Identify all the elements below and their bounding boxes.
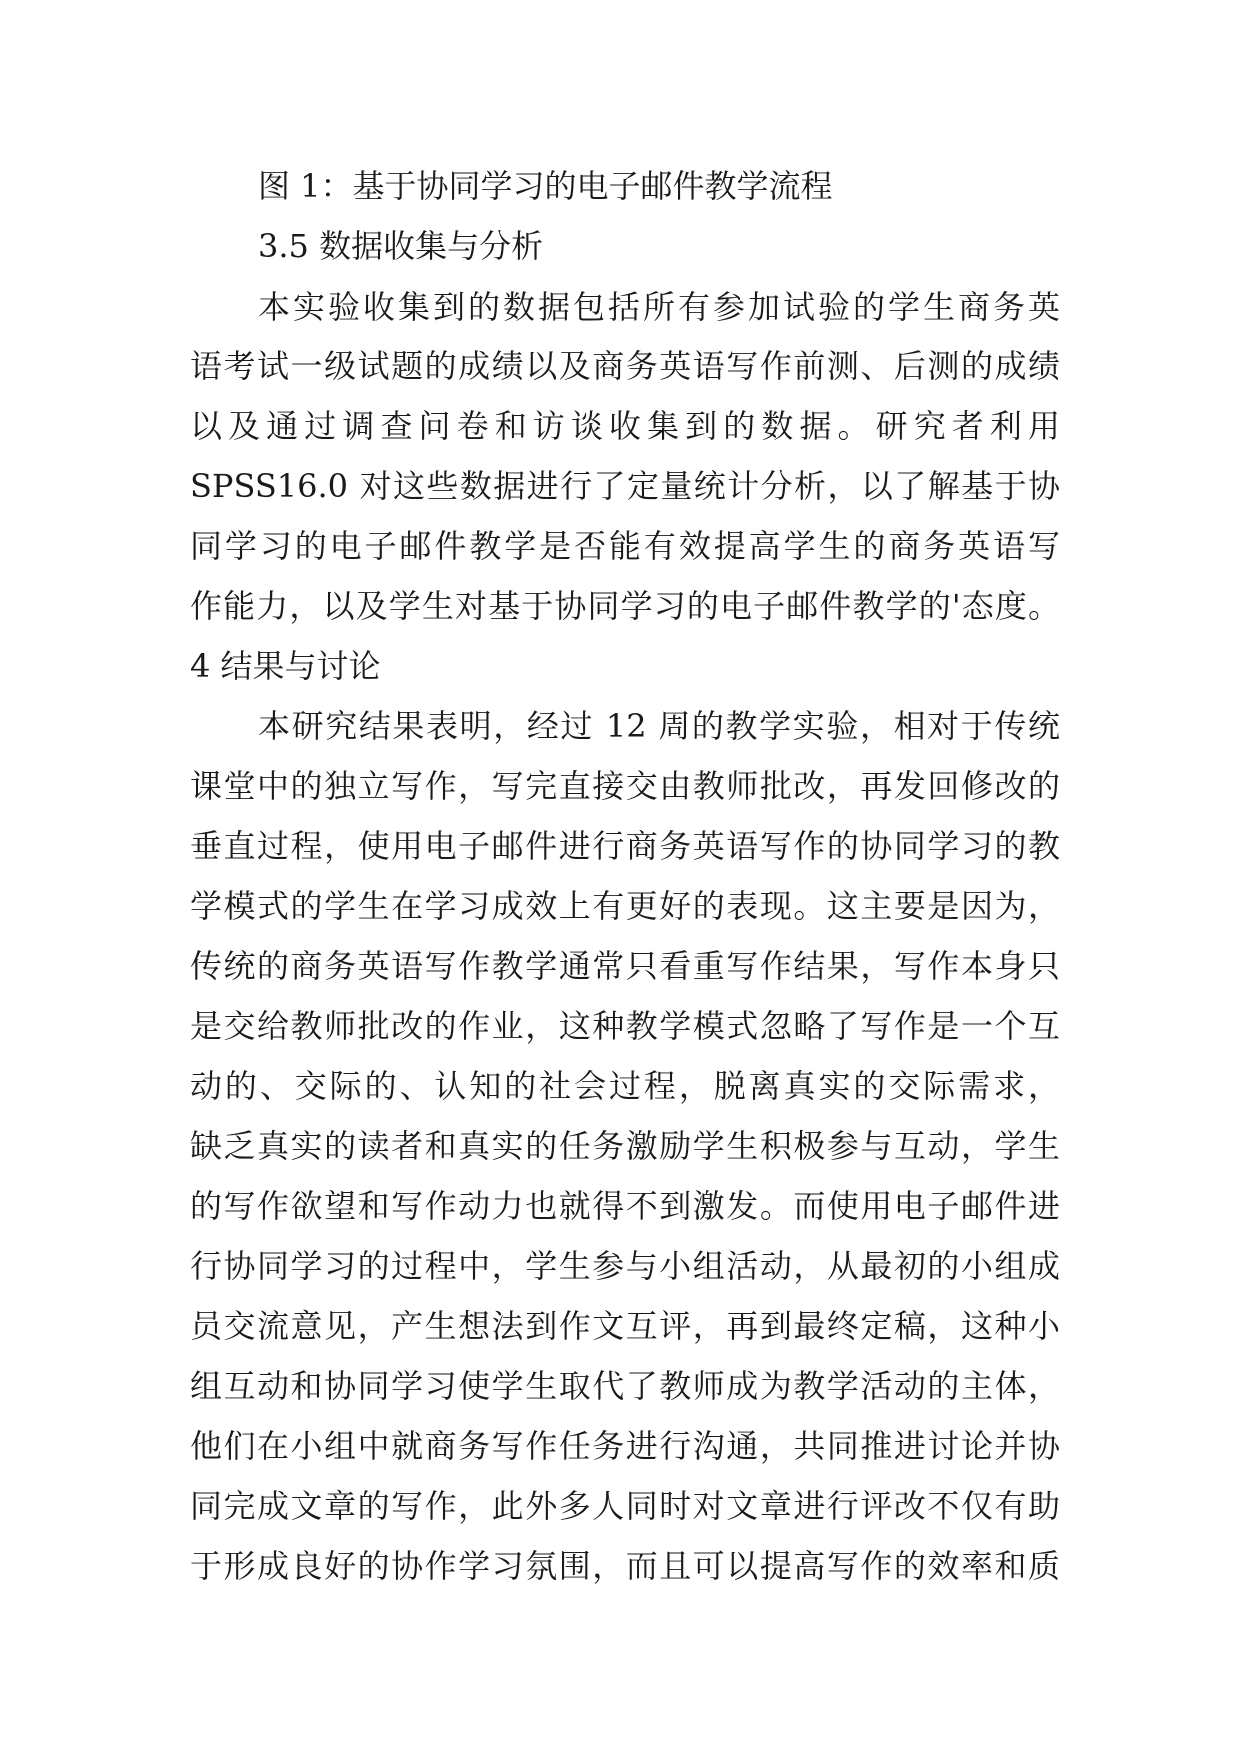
figure-caption: 图 1：基于协同学习的电子邮件教学流程: [258, 167, 833, 205]
paragraph-line: 是交给教师批改的作业，这种教学模式忽略了写作是一个互: [190, 1007, 1060, 1045]
paragraph-line: 以及通过调查问卷和访谈收集到的数据。研究者利用: [190, 407, 1060, 445]
paragraph-line: 本实验收集到的数据包括所有参加试验的学生商务英: [258, 288, 1060, 326]
section-heading-3-5: 3.5 数据收集与分析: [258, 227, 544, 265]
paragraph-line: 传统的商务英语写作教学通常只看重写作结果，写作本身只: [190, 947, 1060, 985]
paragraph-line: 本研究结果表明，经过 12 周的教学实验，相对于传统: [258, 707, 1060, 745]
paragraph-line: 于形成良好的协作学习氛围，而且可以提高写作的效率和质: [190, 1547, 1060, 1585]
paragraph-line: 组互动和协同学习使学生取代了教师成为教学活动的主体，: [190, 1367, 1060, 1405]
paragraph-line: 垂直过程，使用电子邮件进行商务英语写作的协同学习的教: [190, 827, 1060, 865]
paragraph-line: 员交流意见，产生想法到作文互评，再到最终定稿，这种小: [190, 1307, 1060, 1345]
paragraph-line: 同学习的电子邮件教学是否能有效提高学生的商务英语写: [190, 527, 1060, 565]
paragraph-line: 的写作欲望和写作动力也就得不到激发。而使用电子邮件进: [190, 1187, 1060, 1225]
section-heading-4: 4 结果与讨论: [190, 647, 381, 685]
paragraph-line: 行协同学习的过程中，学生参与小组活动，从最初的小组成: [190, 1247, 1060, 1285]
paragraph-line: 语考试一级试题的成绩以及商务英语写作前测、后测的成绩: [190, 347, 1060, 385]
paragraph-line: 他们在小组中就商务写作任务进行沟通，共同推进讨论并协: [190, 1427, 1060, 1465]
paragraph-line: 同完成文章的写作，此外多人同时对文章进行评改不仅有助: [190, 1487, 1060, 1525]
paragraph-line: 缺乏真实的读者和真实的任务激励学生积极参与互动，学生: [190, 1127, 1060, 1165]
paragraph-line: 动的、交际的、认知的社会过程，脱离真实的交际需求，: [190, 1067, 1060, 1105]
paragraph-line: 学模式的学生在学习成效上有更好的表现。这主要是因为，: [190, 887, 1060, 925]
paragraph-line: 作能力，以及学生对基于协同学习的电子邮件教学的'态度。: [190, 587, 1060, 625]
paragraph-line: 课堂中的独立写作，写完直接交由教师批改，再发回修改的: [190, 767, 1060, 805]
paragraph-line: SPSS16.0 对这些数据进行了定量统计分析，以了解基于协: [190, 467, 1060, 505]
